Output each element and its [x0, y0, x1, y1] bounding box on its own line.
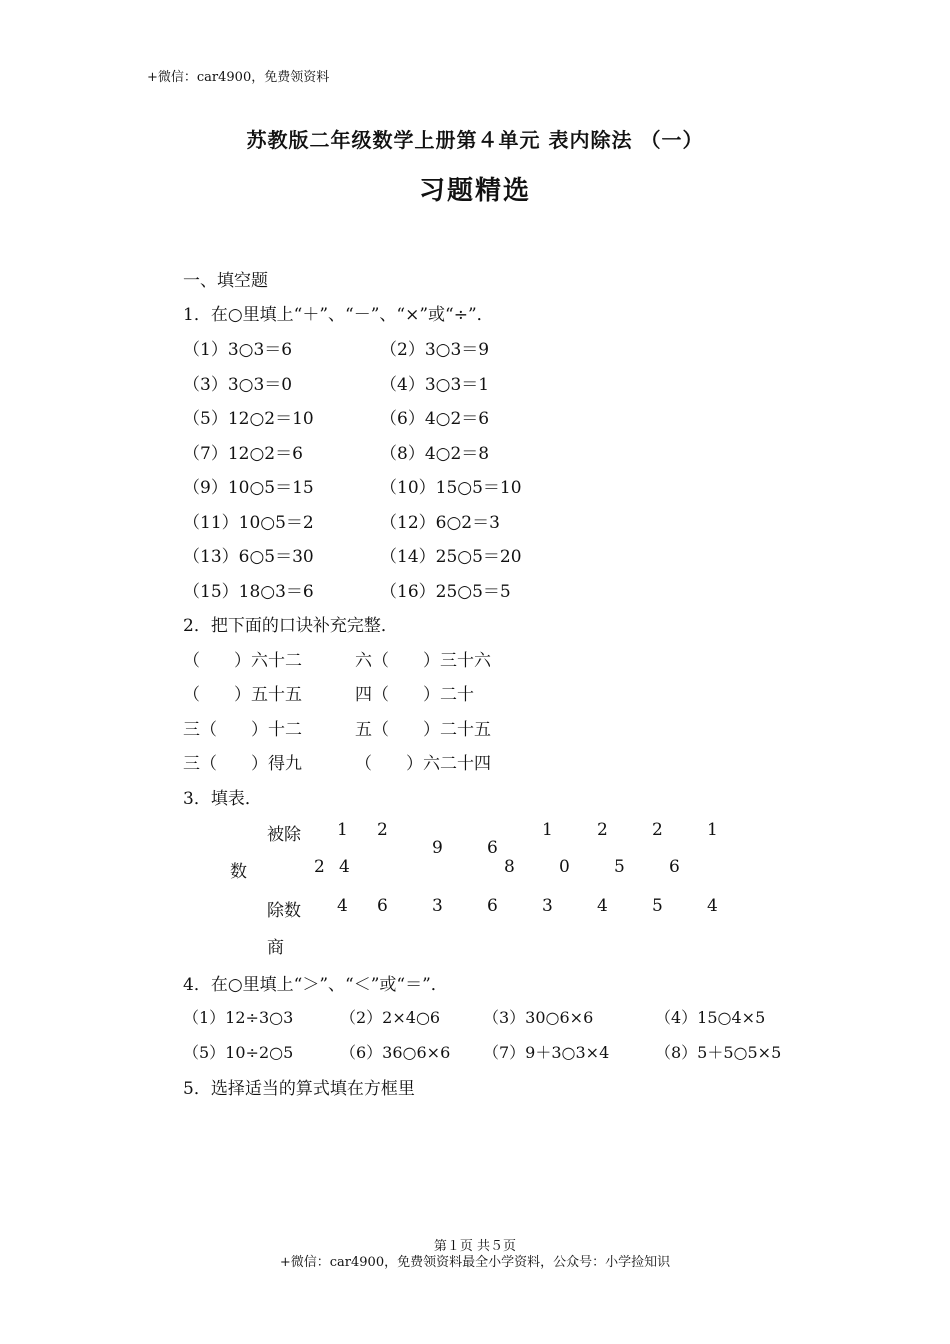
dividend-digit: 4	[339, 857, 350, 877]
q1-item: （8）4○2＝8	[380, 444, 490, 464]
question-4-prompt: 4．在○里填上“＞”、“＜”或“＝”．	[183, 975, 448, 995]
q1-item: （7）12○2＝6	[183, 444, 303, 464]
question-1-prompt: 1．在○里填上“＋”、“－”、“×”或“÷”．	[183, 305, 494, 325]
divisor-cell: 6	[377, 896, 388, 916]
dividend-digit: 2	[377, 820, 388, 840]
question-5-prompt: 5．选择适当的算式填在方框里	[183, 1079, 415, 1099]
q1-item: （15）18○3＝6	[183, 582, 314, 602]
dividend-digit: 2	[652, 820, 663, 840]
q1-item: （10）15○5＝10	[380, 478, 522, 498]
q1-item: （12）6○2＝3	[380, 513, 500, 533]
dividend-digit: 1	[337, 820, 348, 840]
q4-item: （3）30○6×6	[483, 1008, 594, 1027]
q1-item: （14）25○5＝20	[380, 547, 522, 567]
q4-item: （5）10÷2○5	[183, 1043, 294, 1062]
q1-item: （2）3○3＝9	[380, 340, 490, 360]
dividend-digit: 0	[559, 857, 570, 877]
question-2-prompt: 2．把下面的口诀补充完整．	[183, 616, 398, 636]
q1-item: （1）3○3＝6	[183, 340, 293, 360]
q4-item: （1）12÷3○3	[183, 1008, 294, 1027]
q1-item: （13）6○5＝30	[183, 547, 314, 567]
header-note: +微信：car4900，免费领资料	[147, 70, 330, 85]
page-number: 第１页 共５页	[433, 1239, 517, 1254]
q1-item: （11）10○5＝2	[183, 513, 314, 533]
q4-item: （7）9＋3○3×4	[483, 1043, 610, 1062]
dividend-digit: 8	[504, 857, 515, 877]
question-3-prompt: 3．填表．	[183, 789, 262, 809]
dividend-digit: 6	[487, 838, 498, 858]
dividend-digit: 2	[597, 820, 608, 840]
dividend-digit: 9	[432, 838, 443, 858]
divisor-cell: 5	[652, 896, 663, 916]
q2-item: 三（ ）十二	[183, 720, 302, 740]
q1-item: （6）4○2＝6	[380, 409, 490, 429]
divisor-cell: 4	[337, 896, 348, 916]
q1-item: （9）10○5＝15	[183, 478, 314, 498]
q2-item: （ ）五十五	[183, 685, 302, 705]
section-heading: 一、填空题	[183, 271, 268, 291]
page-title: 苏教版二年级数学上册第４单元 表内除法 （一）	[246, 128, 704, 152]
dividend-digit: 6	[669, 857, 680, 877]
dividend-digit: 1	[707, 820, 718, 840]
divisor-cell: 3	[432, 896, 443, 916]
footer-note: +微信：car4900，免费领资料最全小学资料，公众号：小学捡知识	[279, 1255, 671, 1270]
divisor-cell: 3	[542, 896, 553, 916]
divisor-cell: 6	[487, 896, 498, 916]
q2-item: 三（ ）得九	[183, 754, 302, 774]
table-label-quotient: 商	[267, 938, 284, 958]
dividend-digit: 2	[314, 857, 325, 877]
q1-item: （3）3○3＝0	[183, 375, 293, 395]
q4-item: （2）2×4○6	[340, 1008, 441, 1027]
q1-item: （4）3○3＝1	[380, 375, 490, 395]
q2-item: （ ）六二十四	[355, 754, 491, 774]
divisor-cell: 4	[707, 896, 718, 916]
q1-item: （5）12○2＝10	[183, 409, 314, 429]
table-label-dividend: 被除	[267, 825, 301, 845]
q4-item: （4）15○4×5	[655, 1008, 766, 1027]
divisor-cell: 4	[597, 896, 608, 916]
q2-item: 六（ ）三十六	[355, 651, 491, 671]
table-label-dividend-cont: 数	[230, 862, 247, 882]
q2-item: 四（ ）二十	[355, 685, 474, 705]
q1-item: （16）25○5＝5	[380, 582, 511, 602]
dividend-digit: 5	[614, 857, 625, 877]
q4-item: （6）36○6×6	[340, 1043, 451, 1062]
page-subtitle: 习题精选	[418, 176, 531, 206]
table-label-divisor: 除数	[267, 901, 301, 921]
q2-item: （ ）六十二	[183, 651, 302, 671]
dividend-digit: 1	[542, 820, 553, 840]
q2-item: 五（ ）二十五	[355, 720, 491, 740]
q4-item: （8）5＋5○5×5	[655, 1043, 782, 1062]
